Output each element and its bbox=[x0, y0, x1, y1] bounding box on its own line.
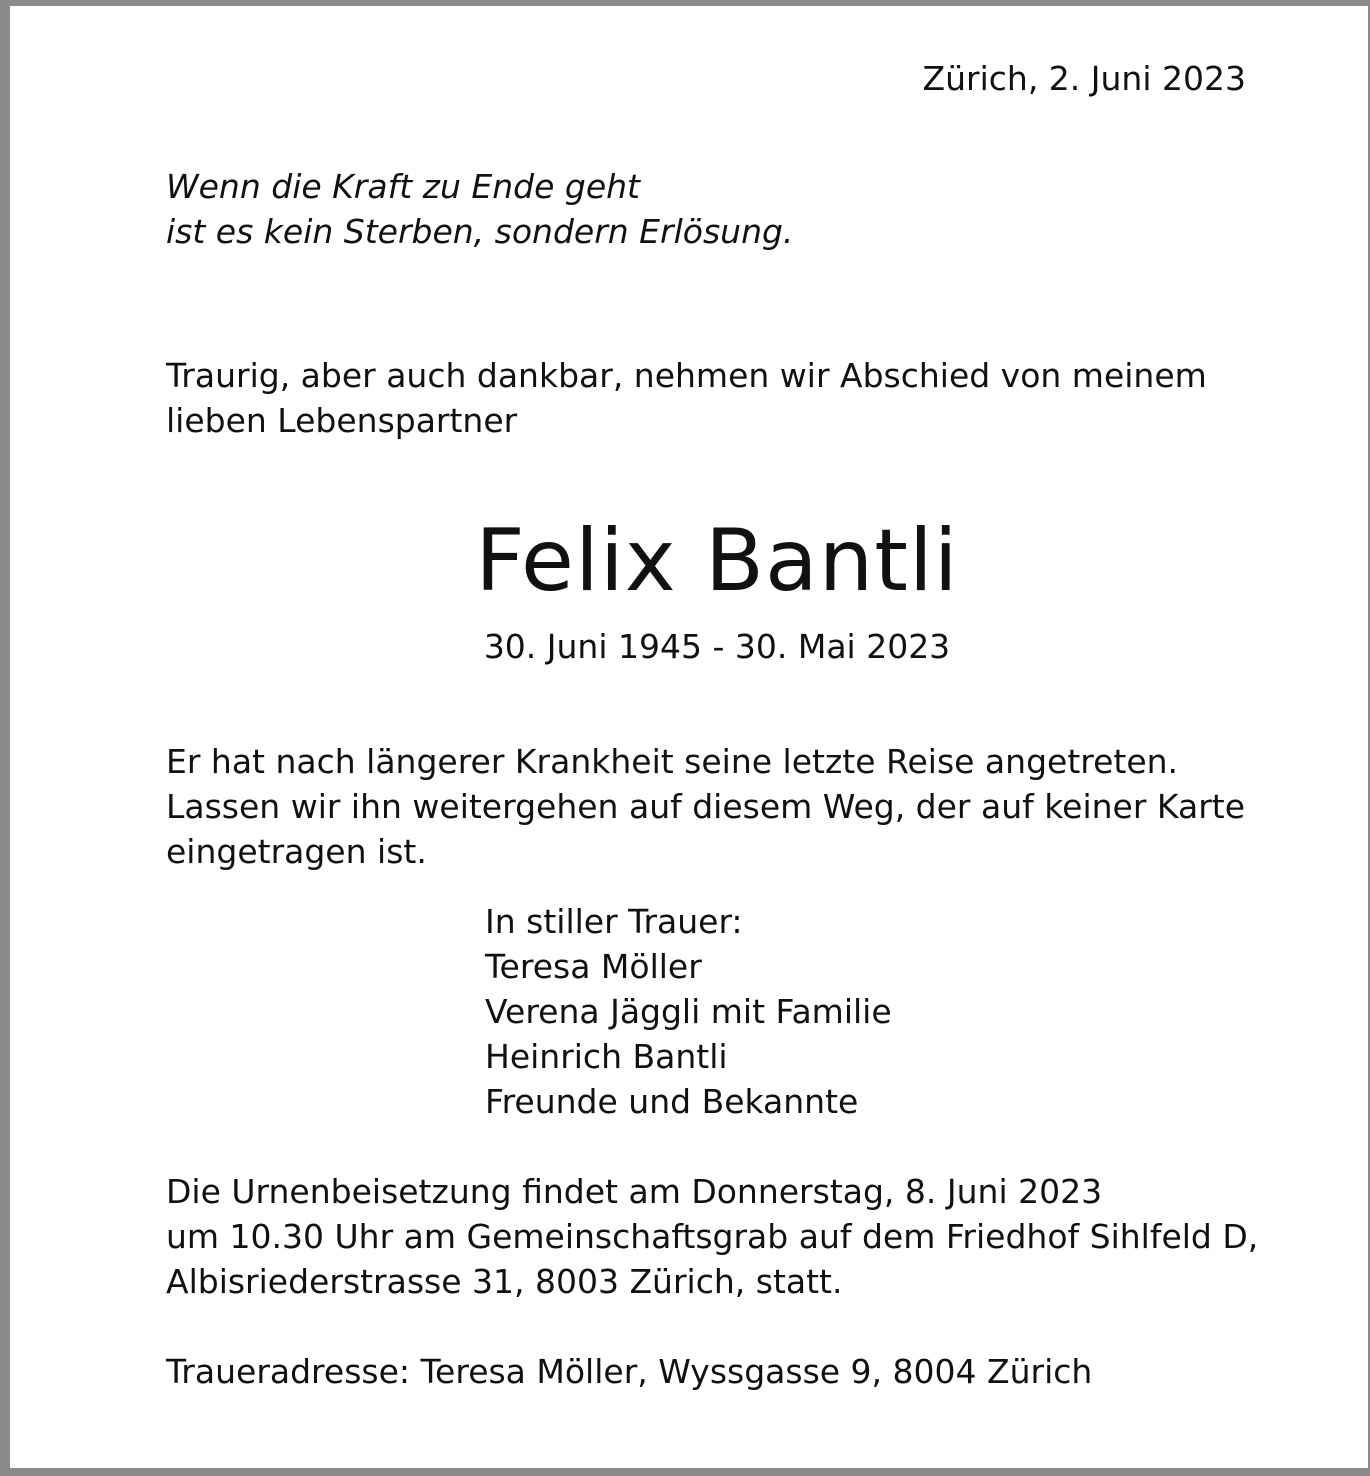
mourner-name: Verena Jäggli mit Familie bbox=[485, 992, 892, 1031]
mourning-address: Traueradresse: Teresa Möller, Wyssgasse 9, 8004 Zürich bbox=[166, 1352, 1093, 1391]
ceremony-details bbox=[166, 1169, 1258, 1304]
farewell-message bbox=[166, 739, 1245, 874]
poem-line: Wenn die Kraft zu Ende geht bbox=[166, 167, 640, 206]
deceased-name: Felix Bantli bbox=[475, 511, 959, 611]
mourners-heading: In stiller Trauer: bbox=[485, 902, 743, 941]
poem-line: ist es kein Sterben, sondern Erlösung. bbox=[166, 212, 794, 251]
message-line: Er hat nach längerer Krankheit seine letzte Reise angetreten. bbox=[166, 742, 1179, 781]
mourners-list bbox=[485, 899, 892, 1124]
intro-line: Traurig, aber auch dankbar, nehmen wir Abschied von meinem bbox=[166, 356, 1207, 395]
ceremony-line: Die Urnenbeisetzung findet am Donnerstag, 8. Juni 2023 bbox=[166, 1172, 1103, 1211]
mourner-name: Teresa Möller bbox=[485, 947, 702, 986]
ceremony-line: Albisriederstrasse 31, 8003 Zürich, statt. bbox=[166, 1262, 843, 1301]
intro-line: lieben Lebenspartner bbox=[166, 401, 518, 440]
ceremony-line: um 10.30 Uhr am Gemeinschaftsgrab auf dem Friedhof Sihlfeld D, bbox=[166, 1217, 1259, 1256]
message-line: Lassen wir ihn weitergehen auf diesem Weg, der auf keiner Karte bbox=[166, 787, 1246, 826]
intro-text bbox=[166, 353, 1207, 443]
place-and-date: Zürich, 2. Juni 2023 bbox=[922, 59, 1246, 98]
mourner-name: Heinrich Bantli bbox=[485, 1037, 728, 1076]
poem-quote bbox=[166, 164, 793, 254]
lifespan-dates: 30. Juni 1945 - 30. Mai 2023 bbox=[483, 627, 951, 666]
mourner-name: Freunde und Bekannte bbox=[485, 1082, 859, 1121]
message-line: eingetragen ist. bbox=[166, 832, 427, 871]
